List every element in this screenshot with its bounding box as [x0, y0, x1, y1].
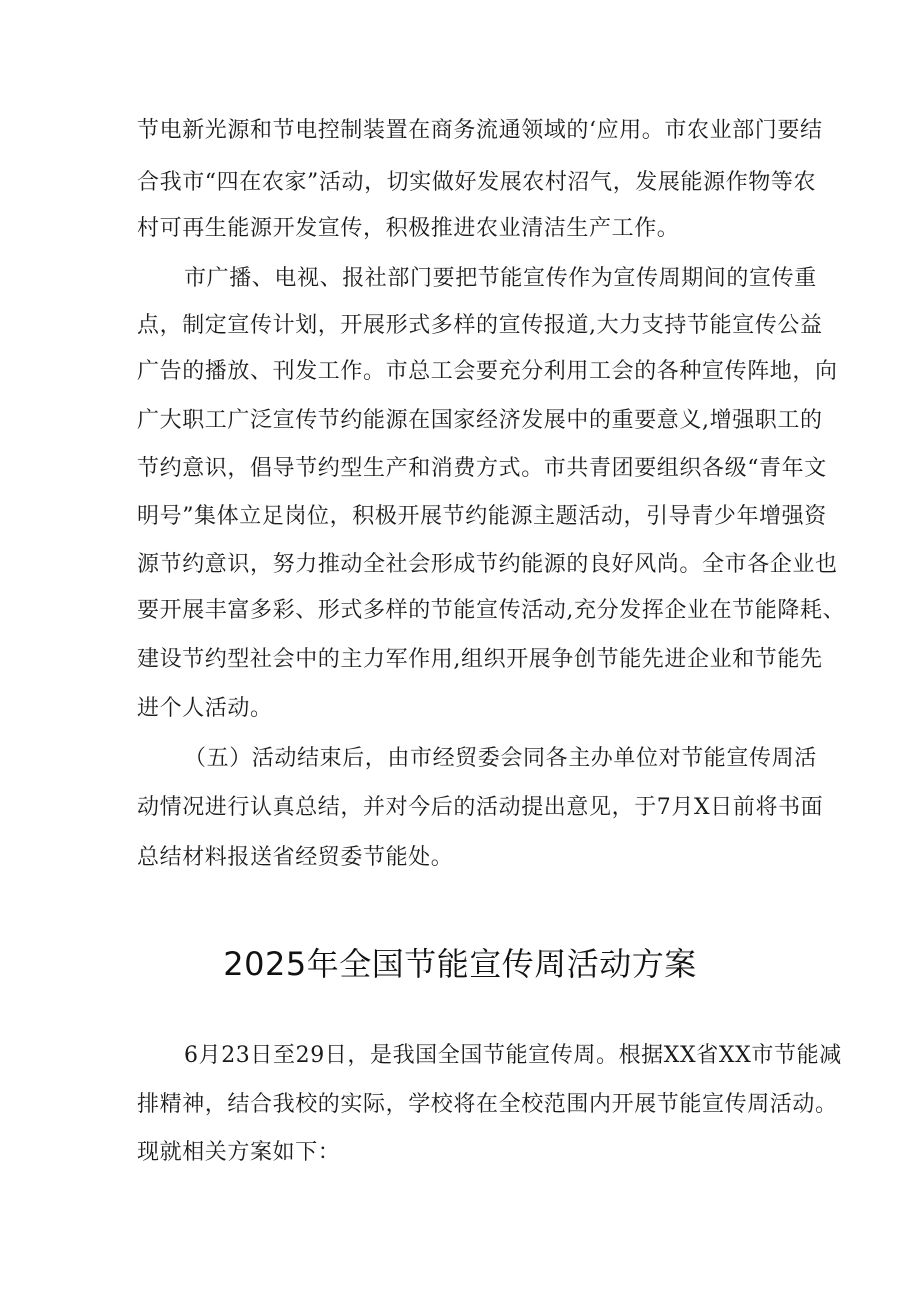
text-line: 点，制定宣传计划，开展形式多样的宣传报道,大力支持节能宣传公益: [137, 313, 823, 338]
text-line: 市广播、电视、报社部门要把节能宣传作为宣传周期间的宣传重: [184, 266, 817, 291]
text-line: 建设节约型社会中的主力军作用,组织开展争创节能先进企业和节能先: [137, 647, 823, 672]
text-line: 合我市“四在农家”活动，切实做好发展农村沼气，发展能源作物等农: [137, 170, 817, 195]
text-line: 广大职工广泛宣传节约能源在国家经济发展中的重要意义,增强职工的: [137, 408, 823, 433]
text-line: 村可再生能源开发宣传，积极推进农业清洁生产工作。: [137, 216, 680, 241]
text-line: 源节约意识，努力推动全社会形成节约能源的良好风尚。全市各企业也: [137, 552, 838, 577]
text-line: 排精神，结合我校的实际，学校将在全校范围内开展节能宣传周活动。: [137, 1092, 838, 1117]
text-line: （五）活动结束后，由市经贸委会同各主办单位对节能宣传周活: [184, 746, 817, 771]
text-line: 节约意识，倡导节约型生产和消费方式。市共青团要组织各级“青年文: [137, 456, 827, 481]
text-line: 总结材料报送省经贸委节能处。: [137, 845, 454, 870]
text-line: 节电新光源和节电控制装置在商务流通领域的‘应用。市农业部门要结: [137, 118, 823, 143]
document-title: 2025年全国节能宣传周活动方案: [223, 945, 697, 983]
text-line: 进个人活动。: [137, 696, 273, 721]
text-line: 6月23日至29日，是我国全国节能宣传周。根据XX省XX市节能减: [184, 1043, 842, 1068]
text-line: 现就相关方案如下：: [137, 1140, 341, 1165]
text-line: 要开展丰富多彩、形式多样的节能宣传活动,充分发挥企业在节能降耗、: [137, 598, 846, 623]
text-line: 动情况进行认真总结，并对今后的活动提出意见，于7月X日前将书面: [137, 795, 824, 820]
text-line: 明号”集体立足岗位，积极开展节约能源主题活动，引导青少年增强资: [137, 504, 827, 529]
text-line: 广告的播放、刊发工作。市总工会要充分利用工会的各种宣传阵地，向: [137, 359, 838, 384]
